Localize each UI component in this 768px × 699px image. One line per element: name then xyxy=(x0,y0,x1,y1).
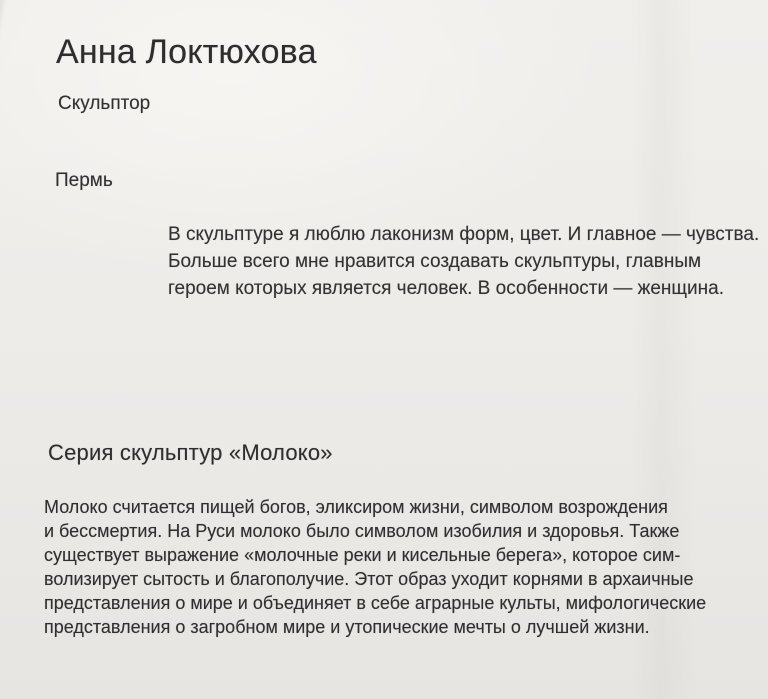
description-line: существует выражение «молочные реки и кисельные берега», которое сим- xyxy=(44,545,681,565)
description-line: и бессмертия. На Руси молоко было символом изобилия и здоровья. Также xyxy=(44,521,680,541)
description-line: представления о загробном мире и утопические мечты о лучшей жизни. xyxy=(44,617,650,637)
artist-role: Скульптор xyxy=(58,93,151,114)
series-title: Серия скульптур «Молоко» xyxy=(48,440,333,465)
description-line: волизирует сытость и благополучие. Этот образ уходит корнями в архаичные xyxy=(44,569,694,589)
quote-line: героем которых является человек. В особенности — женщина. xyxy=(168,278,725,299)
artist-name: Анна Локтюхова xyxy=(56,33,317,71)
description-line: Молоко считается пищей богов, эликсиром жизни, символом возрождения xyxy=(44,497,668,517)
quote-line: В скульптуре я люблю лаконизм форм, цвет. И главное — чувства. xyxy=(168,224,760,245)
series-description xyxy=(44,495,706,639)
description-line: представления о мире и объединяет в себе аграрные культы, мифологические xyxy=(44,593,707,613)
artist-quote xyxy=(168,221,759,302)
artist-city: Пермь xyxy=(55,170,113,191)
quote-line: Больше всего мне нравится создавать скульптуры, главным xyxy=(168,251,702,272)
